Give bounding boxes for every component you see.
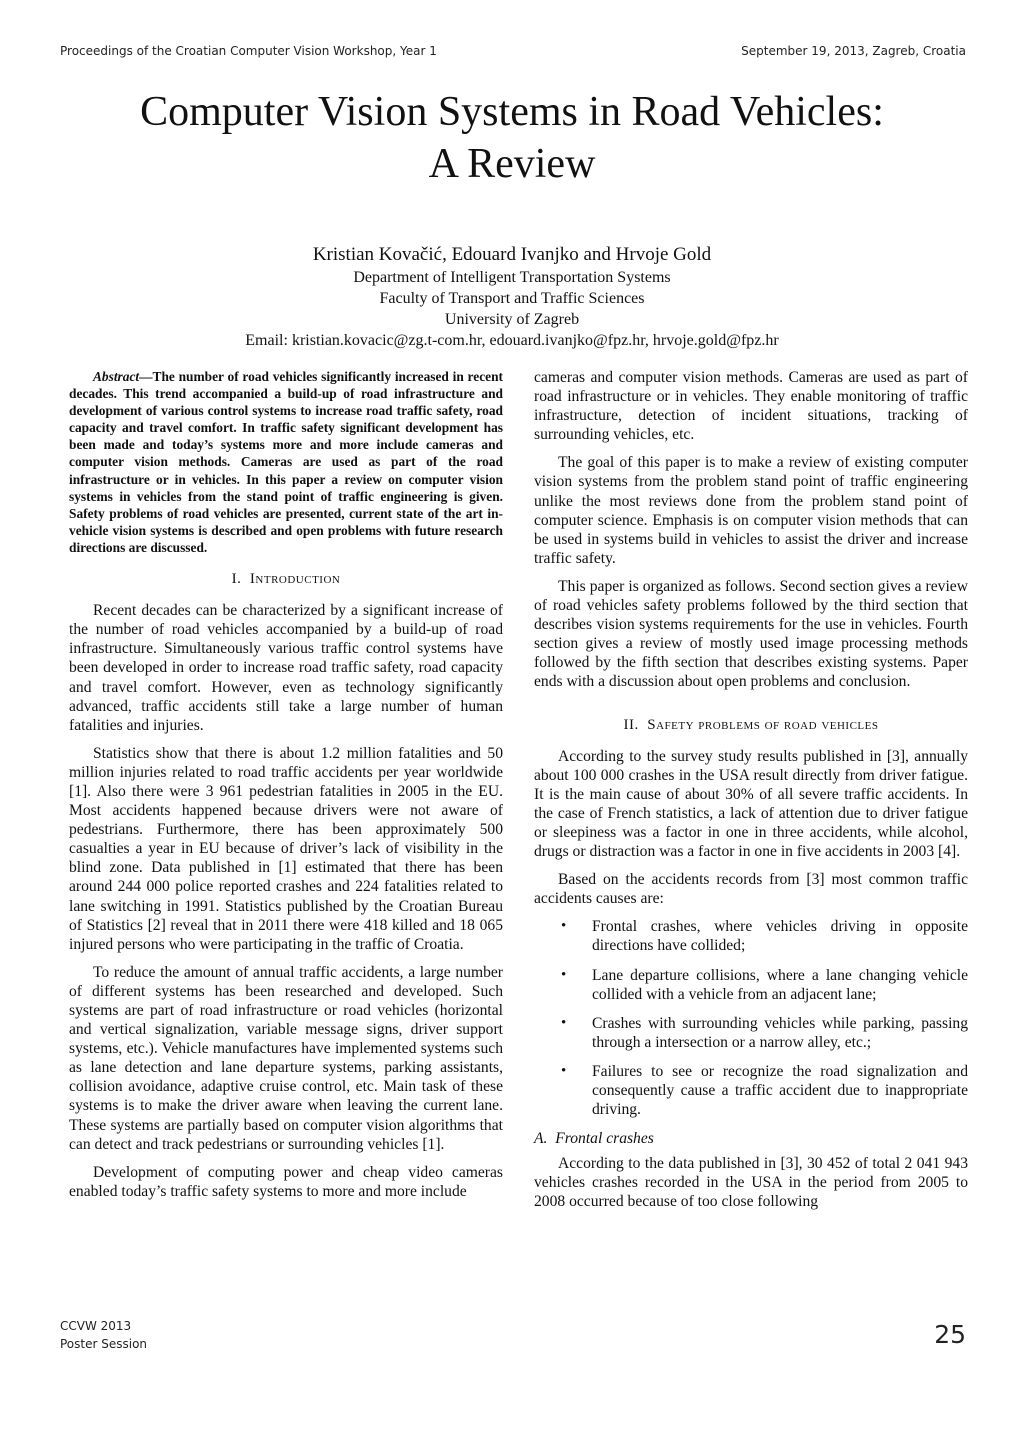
abstract-label: Abstract <box>93 369 140 384</box>
author-faculty: Faculty of Transport and Traffic Sciences <box>379 290 645 307</box>
paragraph: Recent decades can be characterized by a significant increase of the number of road vehicles accompanied by a build-up of road infrastructure. Simultaneously various traffic control systems have been developed in order to increase road traffic safety, road capacity and travel comfort. However, even as technology significantly advanced, traffic accidents still take a large number of human fatalities and injuries. <box>69 602 503 734</box>
abstract <box>69 368 503 556</box>
paragraph: Based on the accidents records from [3] most common traffic accidents causes are: <box>534 871 968 908</box>
header-date-location: September 19, 2013, Zagreb, Croatia <box>741 44 966 58</box>
list-item <box>534 917 968 955</box>
abstract-text: —The number of road vehicles significantly increased in recent decades. This trend accompanied a build-up of road infrastructure and development of various control systems to increase road traffic safety, road capacity and travel comfort. In traffic safety significant development has been made and today’s systems more and more include cameras and computer vision methods. Cameras are used as part of the road infrastructure or in vehicles. In this paper a review on computer vision systems in vehicles from the stand point of traffic engineering is given. Safety problems of road vehicles are presented, current state of the art in-vehicle vision systems is described and open problems with future research directions are discussed. <box>69 369 503 555</box>
list-item-text: Lane departure collisions, where a lane changing vehicle collided with a vehicle from an adjacent lane; <box>592 966 968 1003</box>
bullet-icon: • <box>561 966 567 983</box>
author-names: Kristian Kovačić, Edouard Ivanjko and Hrvoje Gold <box>312 244 712 265</box>
subsection-title: Frontal crashes <box>555 1130 654 1148</box>
list-item <box>534 1062 968 1119</box>
list-item-text: Crashes with surrounding vehicles while parking, passing through a intersection or a narrow alley, etc.; <box>592 1014 968 1051</box>
cause-list <box>534 917 968 1119</box>
left-column <box>69 368 503 1210</box>
paragraph: Development of computing power and cheap video cameras enabled today’s traffic safety systems to more and more include <box>69 1163 503 1200</box>
paragraph: Statistics show that there is about 1.2 million fatalities and 50 million injuries related to road traffic accidents per year worldwide [1]. Also there were 3 961 pedestrian fatalities in 2005 in the EU. Most accidents happened because drivers were not aware of pedestrians. Furthermore, there has been approximately 500 casualties a year in EU because of driver’s lack of visibility in the blind zone. Data published in [1] estimated that there has been around 244 000 police reported crashes and 224 fatalities related to lane switching in 1991. Statistics published by the Croatian Bureau of Statistics [2] reveal that in 2011 there were 418 killed and 18 065 injured persons who were participating in the traffic of Croatia. <box>69 744 503 953</box>
author-department: Department of Intelligent Transportation Systems <box>353 269 671 286</box>
list-item <box>534 1014 968 1052</box>
footer-venue-block <box>60 1317 147 1353</box>
section-title: Introduction <box>249 571 341 588</box>
section-number: II. <box>623 716 639 733</box>
paragraph: This paper is organized as follows. Second section gives a review of road vehicles safety problems followed by the third section that describes vision systems requirements for the use in vehicles. Fourth section gives a review of mostly used image processing methods followed by the fifth section that describes existing systems. Paper ends with a discussion about open problems and conclusion. <box>534 577 968 691</box>
page-number: 25 <box>934 1320 966 1349</box>
paragraph: According to the survey study results published in [3], annually about 100 000 crashes in the USA result directly from driver fatigue. It is the main cause of about 30% of all severe traffic accidents. In the case of French statistics, a lack of attention due to driver fatigue or sleepiness was a factor in one in three accidents, while alcohol, drugs or distraction was a factor in one in five accidents in 2003 [4]. <box>534 747 968 861</box>
paper-title <box>0 86 1024 190</box>
list-item <box>534 966 968 1004</box>
section-heading-safety-problems <box>534 716 968 735</box>
paragraph: The goal of this paper is to make a review of existing computer vision systems from the problem stand point of traffic engineering unlike the most reviews done from the problem stand point of computer science. Emphasis is on computer vision methods that can be used in systems build in vehicles to assist the driver and increase traffic safety. <box>534 454 968 567</box>
bullet-icon: • <box>561 1062 567 1079</box>
footer-session: Poster Session <box>60 1337 148 1351</box>
footer-venue: CCVW 2013 <box>60 1319 132 1333</box>
bullet-icon: • <box>561 918 567 935</box>
subsection-heading-frontal-crashes <box>534 1129 968 1148</box>
paragraph: According to the data published in [3], 30 452 of total 2 041 943 vehicles crashes recorded in the USA in the period from 2005 to 2008 occurred because of too close following <box>534 1155 968 1211</box>
list-item-text: Frontal crashes, where vehicles driving in opposite directions have collided; <box>592 918 968 955</box>
title-line-1: Computer Vision Systems in Road Vehicles: <box>140 89 884 135</box>
subsection-label: A. <box>534 1130 548 1148</box>
paragraph: To reduce the amount of annual traffic accidents, a large number of different systems has been researched and developed. Such systems are part of road infrastructure or road vehicles (horizontal and vertical signalization, variable message signs, driver support systems, etc.). Vehicle manufactures have implemented systems such as lane detection and lane departure systems, parking assistants, collision avoidance, adaptive cruise control, etc. Main task of these systems is to make the driver aware when leaving the current lane. These systems are partially based on computer vision algorithms that can detect and track pedestrians or surrounding vehicles [1]. <box>69 963 503 1153</box>
list-item-text: Failures to see or recognize the road signalization and consequently cause a traffic accident due to inappropriate driving. <box>592 1062 968 1119</box>
right-column <box>534 368 968 1221</box>
author-block <box>0 243 1024 351</box>
header-proceedings: Proceedings of the Croatian Computer Vision Workshop, Year 1 <box>60 44 437 58</box>
paragraph-continuation: cameras and computer vision methods. Cameras are used as part of road infrastructure or in vehicles. They enable monitoring of traffic infrastructure, detection of incident situations, tracking of surrounding vehicles, etc. <box>534 369 968 444</box>
section-heading-introduction <box>69 570 503 589</box>
author-email: Email: kristian.kovacic@zg.t-com.hr, edouard.ivanjko@fpz.hr, hrvoje.gold@fpz.hr <box>245 332 779 349</box>
section-number: I. <box>231 571 242 588</box>
bullet-icon: • <box>561 1014 567 1031</box>
title-line-2: A Review <box>428 141 596 187</box>
author-university: University of Zagreb <box>444 311 580 328</box>
section-title: Safety problems of road vehicles <box>647 716 879 733</box>
